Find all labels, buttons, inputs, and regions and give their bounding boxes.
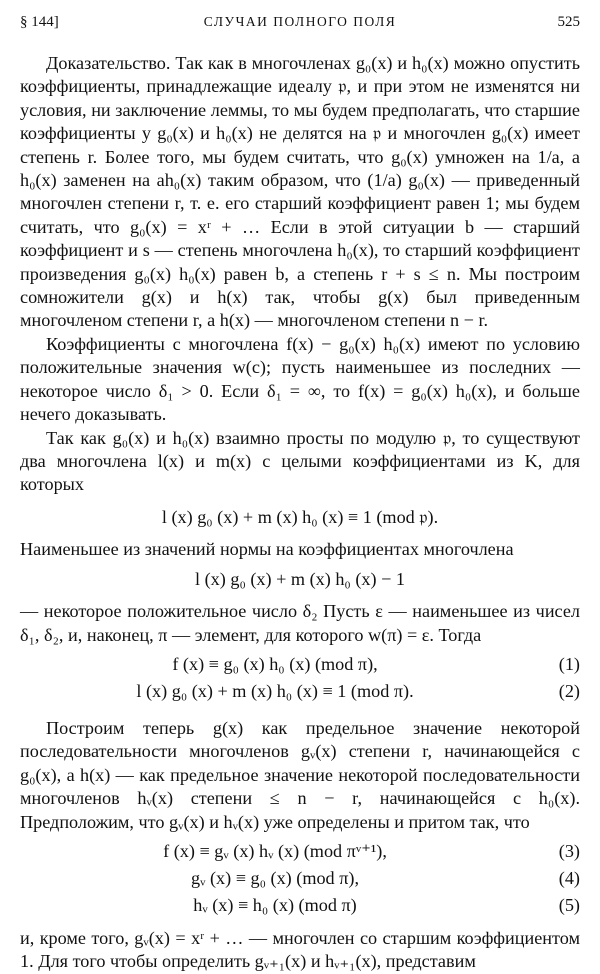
equation-5-number: (5) xyxy=(558,894,580,915)
equation-1 xyxy=(20,651,580,678)
equation-2-body: l (x) g₀ (x) + m (x) h₀ (x) ≡ 1 (mod π). xyxy=(136,680,414,701)
paragraph-proof: Доказательство. Так как в многочленах g₀(x) и h₀(x) можно опустить коэффициенты, принадлежащие идеалу 𝔭, и при этом не изменятся ни условия, ни заключение леммы, то мы будем предполагать, что старшие коэффициенты у g₀(x) и h₀(x) не делятся на 𝔭 и многочлен g₀(x) имеет степень r. Более того, мы будем считать, что g₀(x) умножен на 1/a, а h₀(x) заменен на ah₀(x) таким образом, что (1/a) g₀(x) — приведенный многочлен степени r, т. е. его старший коэффициент равен 1; мы будем считать, что g₀(x) = xʳ + … Если в этой ситуации b — старший коэффициент и s — степень многочлена h₀(x), то старший коэффициент произведения g₀(x) h₀(x) равен b, а степень r + s ≤ n. Мы построим сомножители g(x) и h(x) так, чтобы g(x) был приведенным многочленом степени r, а h(x) — многочленом степени n − r. xyxy=(20,53,580,331)
equation-1-body: f (x) ≡ g₀ (x) h₀ (x) (mod π), xyxy=(172,653,378,674)
equation-3-number: (3) xyxy=(558,840,580,861)
paragraph-delta2: — некоторое положительное число δ₂ Пусть ε — наименьшее из чисел δ₁, δ₂, и, наконец, π — элемент, для которого w(π) = ε. Тогда xyxy=(20,601,580,645)
equation-5-body: hᵥ (x) ≡ h₀ (x) (mod π) xyxy=(193,894,357,915)
paragraph-leading-coefficient: и, кроме того, gᵥ(x) = xʳ + … — многочлен со старшим коэффициентом 1. Для того чтобы определить gᵥ₊₁(x) и hᵥ₊₁(x), представим xyxy=(20,927,580,972)
paragraph-construction: Построим теперь g(x) как предельное значение некоторой последовательности многочленов gᵥ(x) степени r, начинающейся с g₀(x), а h(x) — как предельное значение некоторой последовательности многочленов hᵥ(x) степени ≤ n − r, начинающейся с h₀(x). Предположим, что gᵥ(x) и hᵥ(x) уже определены и притом так, что xyxy=(20,717,580,832)
equation-2-number: (2) xyxy=(558,680,580,701)
paragraph-coefficients: Коэффициенты с многочлена f(x) − g₀(x) h₀(x) имеют по условию положительные значения w(c); пусть наименьшее из последних — некоторое число δ₁ > 0. Если δ₁ = ∞, то f(x) = g₀(x) h₀(x), и больше нечего доказывать. xyxy=(20,333,580,425)
equation-3-body: f (x) ≡ gᵥ (x) hᵥ (x) (mod πᵛ⁺¹), xyxy=(163,840,387,861)
paragraph-least-norm: Наименьшее из значений нормы на коэффициентах многочлена xyxy=(20,538,514,559)
section-ref: § 144] xyxy=(20,14,59,30)
running-title: СЛУЧАИ ПОЛНОГО ПОЛЯ xyxy=(203,14,397,29)
page-number: 525 xyxy=(557,14,580,30)
formula-difference: l (x) g₀ (x) + m (x) h₀ (x) − 1 xyxy=(195,569,405,590)
equation-4-body: gᵥ (x) ≡ g₀ (x) (mod π), xyxy=(190,867,359,888)
equation-2 xyxy=(20,678,580,705)
equation-4-number: (4) xyxy=(558,867,580,888)
equation-5 xyxy=(20,892,580,919)
formula-bezout-mod-p: l (x) g₀ (x) + m (x) h₀ (x) ≡ 1 (mod 𝔭). xyxy=(161,506,439,527)
equation-3 xyxy=(20,838,580,865)
equation-1-number: (1) xyxy=(558,653,580,674)
equation-4 xyxy=(20,865,580,892)
running-header xyxy=(20,14,580,38)
paragraph-coprime: Так как g₀(x) и h₀(x) взаимно просты по модулю 𝔭, то существуют два многочлена l(x) и m(x) с целыми коэффициентами из K, для которых xyxy=(20,427,580,495)
